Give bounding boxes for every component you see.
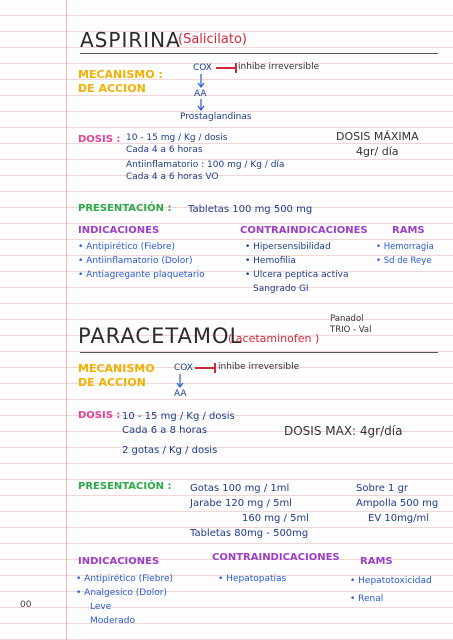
inhibit-arrow-icon: [215, 62, 239, 74]
aspirina-cox: COX: [193, 63, 212, 73]
list-item: • Antipirético (Fiebre): [76, 574, 173, 584]
page-number: 00: [20, 600, 32, 610]
down-arrow-icon: [175, 374, 185, 388]
aspirina-title-rule: [80, 53, 438, 54]
list-item: • Hemorragia: [376, 242, 434, 252]
paracetamol-indicaciones-label: INDICACIONES: [78, 556, 160, 567]
aspirina-aa: AA: [194, 89, 207, 99]
paracetamol-brands: Panadol TRIO - Val: [330, 314, 372, 335]
list-item: • Hepatopatias: [218, 574, 287, 584]
paracetamol-mecanismo-label: MECANISMO DE ACCION: [78, 362, 155, 389]
list-item: • Hepatotoxicidad: [350, 576, 432, 586]
list-item: • Antiagregante plaquetario: [78, 270, 205, 280]
aspirina-dosis-label: DOSIS :: [78, 134, 121, 145]
list-item: • Antiinflamatorio (Dolor): [78, 256, 193, 266]
aspirina-subtitle: (Salicilato): [178, 32, 247, 47]
aspirina-rams-list: [376, 240, 434, 268]
list-item: Leve: [90, 602, 112, 612]
paracetamol-title: PARACETAMOL: [78, 324, 243, 348]
aspirina-inhibe: inhibe irreversible: [238, 62, 320, 72]
margin-line: [66, 0, 67, 640]
list-item: • Hemofilia: [245, 256, 296, 266]
aspirina-presentacion-value: Tabletas 100 mg 500 mg: [188, 204, 313, 215]
list-item: • Hipersensibilidad: [245, 242, 331, 252]
aspirina-title: ASPIRINA: [80, 28, 181, 52]
list-item: • Sd de Reye: [376, 256, 432, 266]
paracetamol-cox: COX: [174, 363, 193, 373]
list-item: • Antipirético (Fiebre): [78, 242, 175, 252]
aspirina-contra-label: CONTRAINDICACIONES: [240, 225, 368, 236]
aspirina-dosis-max-label: DOSIS MÁXIMA: [336, 130, 419, 143]
paracetamol-presentacion-block: Gotas 100 mg / 1ml Jarabe 120 mg / 5ml 160 mg / 5ml Tabletas 80mg - 500mg: [190, 483, 309, 539]
paracetamol-presentacion-label: PRESENTACIÓN :: [78, 481, 172, 492]
aspirina-dosis-block: 10 - 15 mg / Kg / dosis Cada 4 a 6 horas Antiinflamatorio : 100 mg / Kg / día Cada 4 a 6 horas VO: [126, 133, 285, 182]
paracetamol-rams-label: RAMS: [360, 556, 393, 567]
inhibit-arrow-icon: [194, 362, 218, 374]
paracetamol-dosis-block: 10 - 15 mg / Kg / dosis Cada 6 a 8 horas 2 gotas / Kg / dosis: [122, 411, 235, 456]
paracetamol-dosis-max: DOSIS MAX: 4gr/día: [284, 424, 403, 438]
aspirina-mecanismo-label: MECANISMO : DE ACCION: [78, 68, 163, 95]
aspirina-prostaglandinas: Prostaglandinas: [180, 112, 252, 122]
list-item: • Ulcera peptica activa: [245, 270, 349, 280]
paracetamol-subtitle: ( acetaminofen ): [228, 332, 320, 345]
paracetamol-dosis-label: DOSIS :: [78, 410, 121, 421]
down-arrow-icon: [196, 74, 206, 88]
list-item: Moderado: [90, 616, 135, 626]
aspirina-indicaciones-list: [78, 240, 205, 282]
paracetamol-inhibe: inhibe irreversible: [218, 362, 300, 372]
aspirina-presentacion-label: PRESENTACIÓN :: [78, 203, 172, 214]
list-item: • Analgesico (Dolor): [76, 588, 167, 598]
aspirina-contra-list: [245, 240, 348, 296]
aspirina-indicaciones-label: INDICACIONES: [78, 225, 160, 236]
paracetamol-contra-label: CONTRAINDICACIONES: [212, 552, 340, 563]
aspirina-dosis-max-value: 4gr/ día: [356, 145, 399, 158]
aspirina-rams-label: RAMS: [392, 225, 425, 236]
list-item: Sangrado GI: [253, 284, 309, 294]
paracetamol-aa: AA: [174, 389, 187, 399]
paracetamol-rams-list: [350, 572, 432, 608]
list-item: • Renal: [350, 594, 384, 604]
paracetamol-indicaciones-list: [76, 572, 173, 628]
paracetamol-title-rule: [80, 352, 438, 353]
down-arrow-icon: [196, 99, 206, 111]
paracetamol-presentacion-right: Sobre 1 gr Ampolla 500 mg EV 10mg/ml: [356, 483, 439, 524]
paracetamol-contra-list: [218, 572, 286, 586]
